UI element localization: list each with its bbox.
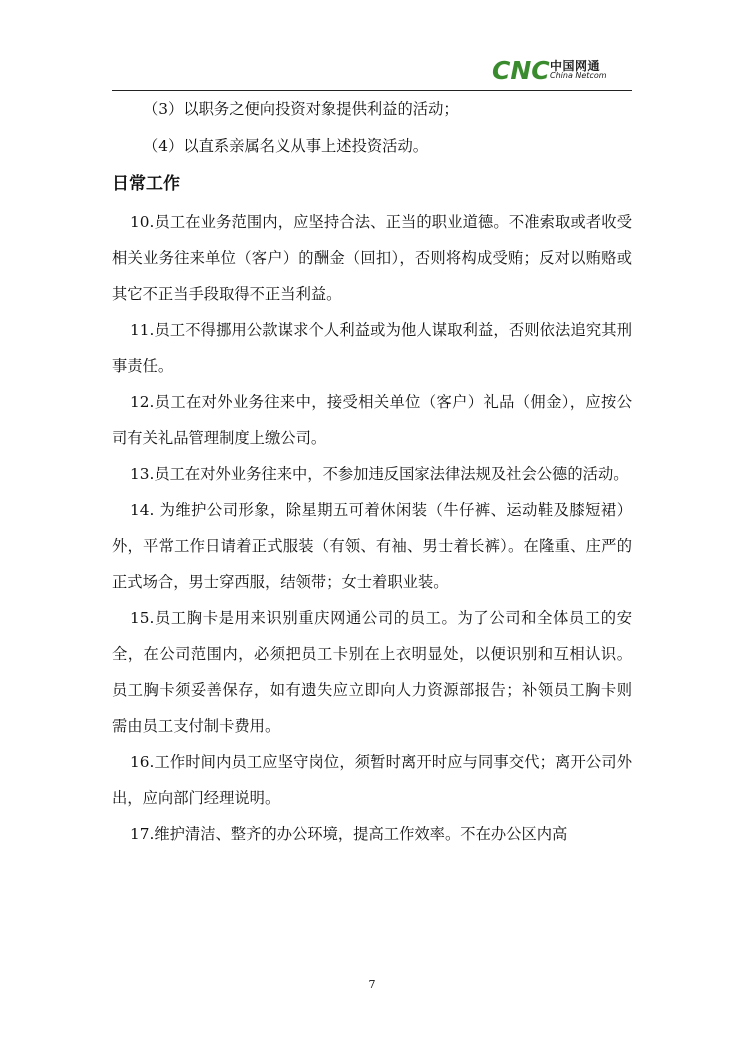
page-number: 7: [368, 978, 376, 991]
cnc-logo-icon: [492, 56, 550, 84]
section-heading: 日常工作: [112, 174, 180, 194]
paragraph-17: 17.维护清洁、整齐的办公环境，提高工作效率。不在办公区内高: [130, 825, 568, 843]
paragraph-10: 10.员工在业务范围内，应坚持合法、正当的职业道德。不准索取或者收受相关业务往来单位（客户）的酬金（回扣），否则将构成受贿；反对以贿赂或其它不正当手段取得不正当利益。: [112, 213, 632, 303]
page-header: [112, 48, 632, 91]
paragraph-13: 13.员工在对外业务往来中，不参加违反国家法律法规及社会公德的活动。: [130, 465, 629, 483]
logo-chinese-text: 中国网通: [550, 59, 601, 73]
svg-text:CNC: CNC: [492, 56, 550, 84]
paragraph-16: 16.工作时间内员工应坚守岗位，须暂时离开时应与同事交代；离开公司外出，应向部门经理说明。: [112, 753, 632, 807]
paragraph-14: 14. 为维护公司形象，除星期五可着休闲装（牛仔裤、运动鞋及膝短裙）外，平常工作日请着正式服装（有领、有袖、男士着长裤）。在隆重、庄严的正式场合，男士穿西服，结领带；女士着职业装。: [112, 501, 632, 591]
paragraph-12: 12.员工在对外业务往来中，接受相关单位（客户）礼品（佣金），应按公司有关礼品管理制度上缴公司。: [112, 393, 632, 447]
china-netcom-logo: [492, 56, 632, 84]
list-item: （3）以职务之便向投资对象提供利益的活动；: [143, 100, 459, 118]
list-item: （4）以直系亲属名义从事上述投资活动。: [143, 137, 429, 155]
paragraph-11: 11.员工不得挪用公款谋求个人利益或为他人谋取利益，否则依法追究其刑事责任。: [112, 321, 632, 375]
logo-english-text: China Netcom: [550, 71, 607, 80]
paragraph-15: 15.员工胸卡是用来识别重庆网通公司的员工。为了公司和全体员工的安全，在公司范围内，必须把员工卡别在上衣明显处，以便识别和互相认识。员工胸卡须妥善保存，如有遗失应立即向人力资源部报告；补领员工胸卡则需由员工支付制卡费用。: [112, 609, 632, 735]
document-body: [112, 95, 632, 852]
